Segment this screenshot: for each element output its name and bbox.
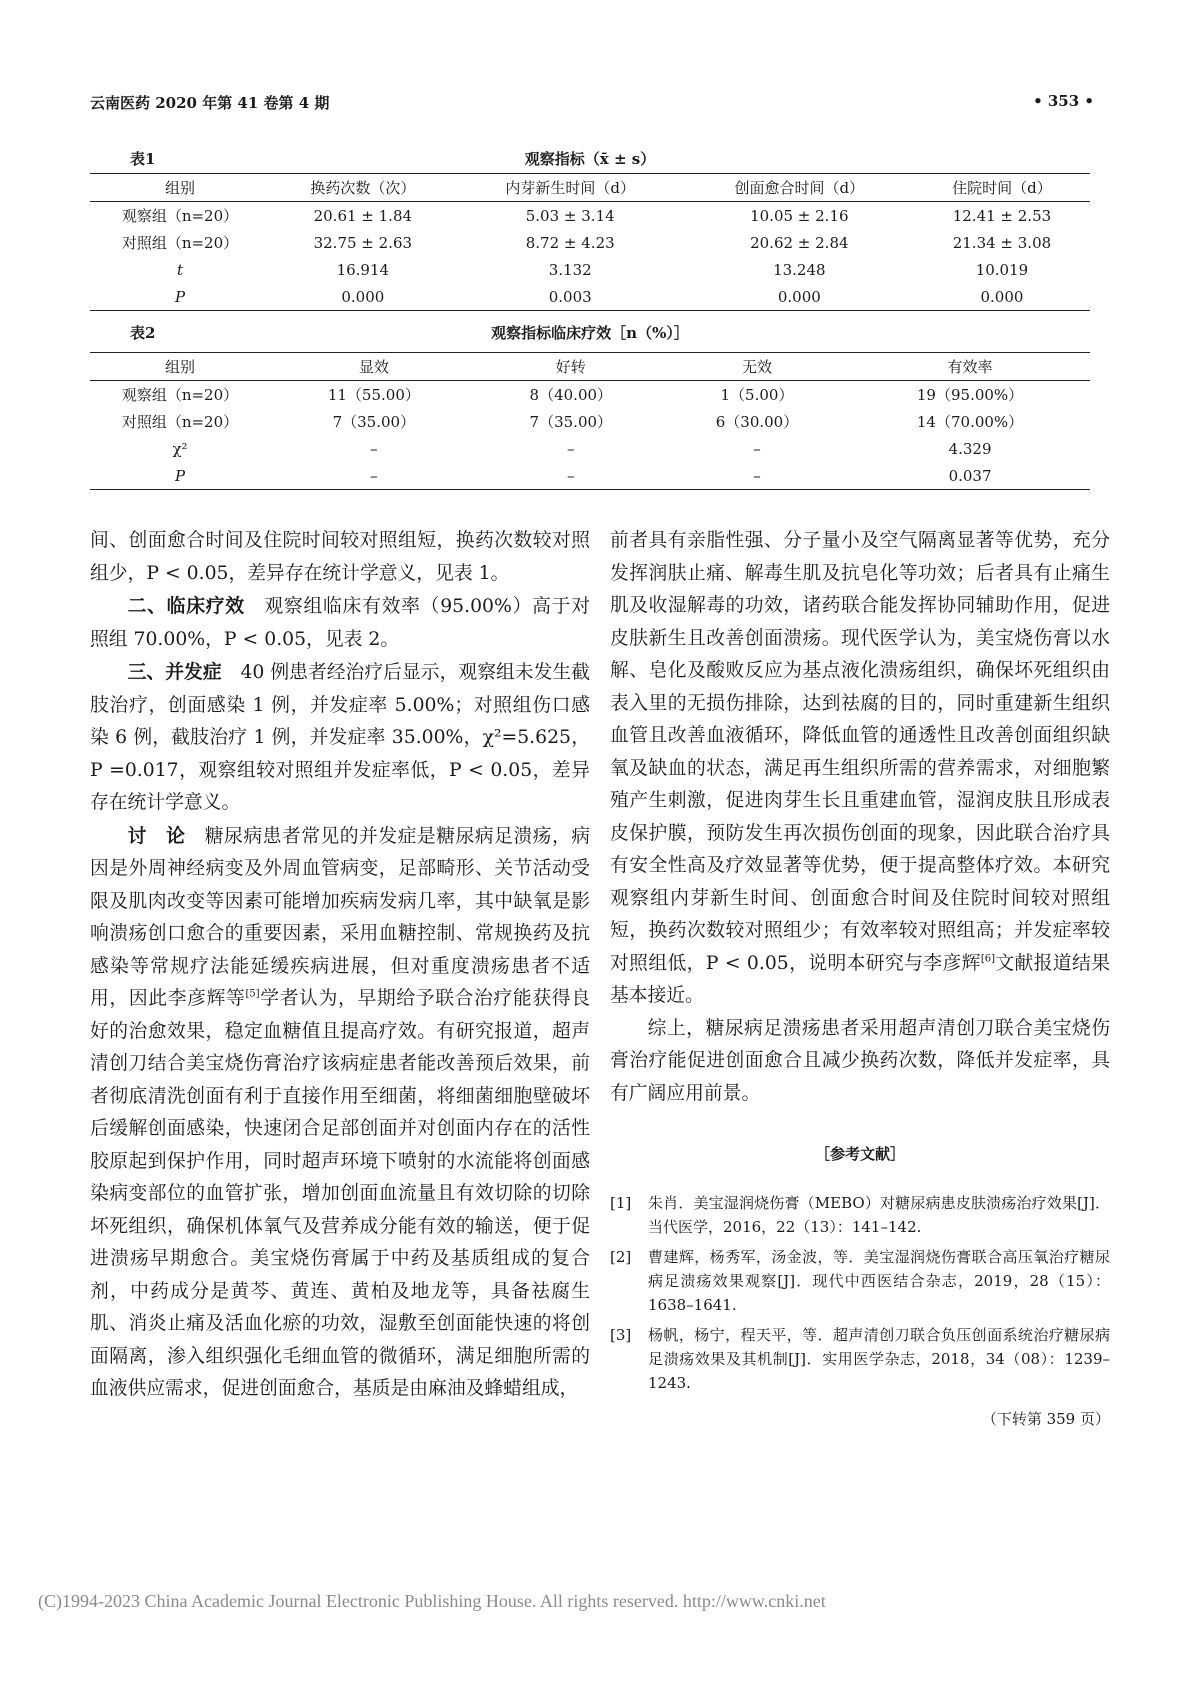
journal-header: 云南医药 2020 年第 41 卷第 4 期 <box>90 94 330 112</box>
table-row <box>90 408 1090 435</box>
reference-item <box>610 1191 1110 1239</box>
table1-col-header: 换药次数（次） <box>310 179 416 197</box>
body-paragraph <box>90 590 590 656</box>
body-paragraph <box>90 820 590 1406</box>
table-cell: 32.75 ± 2.63 <box>313 233 413 252</box>
table2-number: 表2 <box>130 324 156 342</box>
paragraph-text: 观察组临床有效率（95.00%）高于对照组 70.00%，P < 0.05，见表 2。 <box>90 596 590 650</box>
section-heading: 三、并发症 <box>127 661 222 683</box>
citation-marker: [6] <box>980 953 995 965</box>
table-cell: P <box>174 466 186 485</box>
section-heading: 二、临床疗效 <box>127 595 245 617</box>
table2-title: 观察指标临床疗效［n（%）］ <box>491 324 689 342</box>
table-cell: 21.34 ± 3.08 <box>952 233 1052 252</box>
table-cell: 1（5.00） <box>720 386 794 404</box>
table1 <box>90 173 1090 311</box>
reference-number: [2] <box>610 1247 632 1266</box>
paragraph-text: 学者认为，早期给予联合治疗能获得良好的治愈效果，稳定血糖值且提高疗效。有研究报道，超声清创刀结合美宝烧伤膏治疗该病症患者能改善预后效果，前者彻底清洗创面有利于直接作用至细菌，将细菌细胞壁破坏后缓解创面感染，快速闭合足部创面并对创面内存在的活性胶原起到保护作用，同时超声环境下喷射的水流能将创面感染病变部位的血管扩张，增加创面血流量且有效切除的切除坏死组织，确保机体氧气及营养成分能有效的输送，便于促进溃疡早期愈合。美宝烧伤膏属于中药及基质组成的复合剂，中药成分是黄芩、黄连、黄柏及地龙等，具备祛腐生肌、消炎止痛及活血化瘀的功效，湿敷至创面能快速的将创面隔离，渗入组织强化毛细血管的微循环，满足细胞所需的血液供应需求，促进创面愈合，基质是由麻油及蜂蜡组成， <box>90 988 591 1399</box>
table-cell: – <box>753 439 761 458</box>
table-cell: 13.248 <box>773 260 826 279</box>
page-number: • 353 • <box>1033 92 1094 110</box>
table2-col-header: 组别 <box>164 358 195 376</box>
table-cell: P <box>174 287 186 306</box>
table-cell: 16.914 <box>336 260 390 279</box>
paragraph-text: 40 例患者经治疗后显示，观察组未发生截肢治疗，创面感染 1 例，并发症率 5.00%；对照组伤口感染 6 例，截肢治疗 1 例，并发症率 35.00%，χ²=5.625，P =0.017，观察组较对照组并发症率低，P < 0.05，差异存在统计学意义。 <box>90 662 591 813</box>
body-paragraph: 间、创面愈合时间及住院时间较对照组短，换药次数较对照组少，P < 0.05，差异存在统计学意义，见表 1。 <box>90 530 590 584</box>
table-cell: 4.329 <box>948 439 992 458</box>
table-cell: 11（55.00） <box>327 386 420 404</box>
table-cell: – <box>567 466 575 485</box>
table-row <box>90 283 1090 311</box>
table-cell: 0.000 <box>777 287 821 306</box>
left-text-column <box>90 525 590 1406</box>
table2 <box>90 352 1090 490</box>
table-cell: 0.000 <box>980 287 1024 306</box>
table-cell: – <box>370 466 378 485</box>
table-row <box>90 229 1090 256</box>
table-cell: 观察组（n=20） <box>121 386 239 404</box>
table-cell: – <box>753 466 761 485</box>
table-cell: 12.41 ± 2.53 <box>952 206 1052 225</box>
table1-caption <box>90 148 1090 172</box>
references-heading: ［参考文献］ <box>814 1145 905 1163</box>
table2-caption <box>90 322 1090 346</box>
table-cell: 8（40.00） <box>529 386 613 404</box>
citation-marker: [5] <box>245 988 260 1000</box>
table-cell: 5.03 ± 3.14 <box>525 206 615 225</box>
table1-col-header: 住院时间（d） <box>952 179 1052 197</box>
table-cell: 0.000 <box>341 287 385 306</box>
reference-item <box>610 1323 1110 1395</box>
table-cell: 对照组（n=20） <box>121 413 239 431</box>
table-cell: 20.62 ± 2.84 <box>750 233 849 252</box>
table-cell: 3.132 <box>548 260 592 279</box>
table-row <box>90 462 1090 490</box>
table-cell: 8.72 ± 4.23 <box>525 233 615 252</box>
table-row <box>90 435 1090 462</box>
continued-note: （下转第 359 页） <box>981 1409 1110 1428</box>
reference-text: 朱肖．美宝湿润烧伤膏（MEBO）对糖尿病患皮肤溃疡治疗效果[J]．当代医学，2016，22（13）：141–142. <box>648 1193 1110 1236</box>
table2-col-header: 显效 <box>358 358 389 376</box>
table1-number: 表1 <box>130 150 156 168</box>
table2-col-header: 有效率 <box>947 358 993 376</box>
table-cell: 对照组（n=20） <box>121 234 239 252</box>
table1-header-row <box>90 174 1090 202</box>
table1-col-header: 内芽新生时间（d） <box>505 179 635 197</box>
table-cell: 0.037 <box>948 466 992 485</box>
table2-col-header: 无效 <box>741 358 772 376</box>
paragraph-text: 文献报道结果基本接近。 <box>610 952 1110 1006</box>
reference-text: 杨帆，杨宁，程天平，等．超声清创刀联合负压创面系统治疗糖尿病足溃疡效果及其机制[J]．实用医学杂志，2018，34（08）：1239–1243. <box>648 1325 1110 1392</box>
table-row <box>90 256 1090 283</box>
right-text-column <box>610 525 1110 1435</box>
body-paragraph: 综上，糖尿病足溃疡患者采用超声清创刀联合美宝烧伤膏治疗能促进创面愈合且减少换药次数，降低并发症率，具有广阔应用前景。 <box>610 1017 1110 1104</box>
table-cell: 7（35.00） <box>529 413 613 431</box>
table-row <box>90 381 1090 409</box>
table-cell: 14（70.00%） <box>916 413 1024 431</box>
body-paragraph <box>90 656 590 820</box>
table1-title: 观察指标（x̄ ± s） <box>524 150 656 168</box>
table-cell: 0.003 <box>548 287 592 306</box>
table-cell: 10.05 ± 2.16 <box>750 206 849 225</box>
table1-col-header: 创面愈合时间（d） <box>734 179 865 197</box>
reference-number: [1] <box>610 1193 632 1212</box>
paragraph-text: 前者具有亲脂性强、分子量小及空气隔离显著等优势，充分发挥润肤止痛、解毒生肌及抗皂化等功效；后者具有止痛生肌及收湿解毒的功效，诸药联合能发挥协同辅助作用，促进皮肤新生且改善创面溃疡。现代医学认为，美宝烧伤膏以水解、皂化及酸败反应为基点液化溃疡组织，确保坏死组织由表入里的无损伤排除，达到祛腐的目的，同时重建新生组织血管且改善血液循环，降低血管的通透性且改善创面组织缺氧及缺血的状态，满足再生组织所需的营养需求，对细胞繁殖产生刺激，促进肉芽生长且重建血管，湿润皮肤且形成表皮保护膜，预防发生再次损伤创面的现象，因此联合治疗具有安全性高及疗效显著等优势，便于提高整体疗效。本研究观察组内芽新生时间、创面愈合时间及住院时间较对照组短，换药次数较对照组少；有效率较对照组高；并发症率较对照组低，P < 0.05，说明本研究与李彦辉 <box>610 530 1110 974</box>
copyright-footer: (C)1994-2023 China Academic Journal Electronic Publishing House. All rights reserved. http://www.cnki.net <box>38 1591 826 1611</box>
reference-item <box>610 1245 1110 1317</box>
reference-text: 曹建辉，杨秀军，汤金波，等．美宝湿润烧伤膏联合高压氧治疗糖尿病足溃疡效果观察[J]．现代中西医结合杂志，2019，28（15）：1638–1641. <box>648 1247 1110 1314</box>
table2-col-header: 好转 <box>555 358 586 376</box>
table-cell: 20.61 ± 1.84 <box>313 206 413 225</box>
table-cell: – <box>567 439 575 458</box>
table-cell: 10.019 <box>975 260 1029 279</box>
paragraph-text: 糖尿病患者常见的并发症是糖尿病足溃疡，病因是外周神经病变及外周血管病变，足部畸形、关节活动受限及肌肉改变等因素可能增加疾病发病几率，其中缺氧是影响溃疡创口愈合的重要因素，采用血糖控制、常规换药及抗感染等常规疗法能延缓疾病进展，但对重度溃疡患者不适用，因此李彦辉等 <box>90 825 591 1009</box>
table-cell: t <box>176 260 184 279</box>
table2-header-row <box>90 353 1090 381</box>
table-cell: 19（95.00%） <box>916 386 1024 404</box>
table1-col-header: 组别 <box>164 179 195 197</box>
reference-number: [3] <box>610 1325 632 1344</box>
table-cell: – <box>370 439 378 458</box>
table-cell: 观察组（n=20） <box>121 207 239 225</box>
section-heading: 讨 论 <box>127 824 186 847</box>
table-cell: χ² <box>172 439 188 458</box>
table-cell: 6（30.00） <box>715 413 799 431</box>
body-paragraph <box>610 525 1110 1013</box>
table-cell: 7（35.00） <box>332 413 416 431</box>
table-row <box>90 202 1090 230</box>
